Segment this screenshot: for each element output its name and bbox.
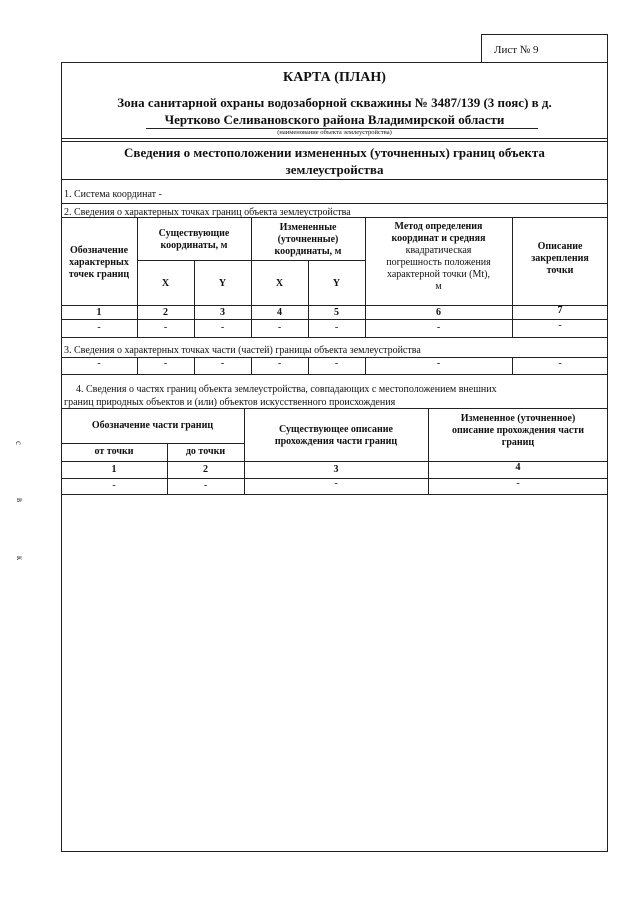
existing-description-header: Существующее описание прохождения части границ [274, 424, 398, 447]
table-cell: - [163, 322, 168, 333]
object-caption: (наименование объекта землеустройства) [277, 129, 392, 136]
margin-mark: c [14, 441, 24, 445]
parts-heading: 3. Сведения о характерных точках части (частей) границы объекта землеустройства [64, 345, 421, 356]
document-title: КАРТА (ПЛАН) [283, 70, 386, 85]
col-number: 3 [333, 464, 339, 475]
table-cell: - [112, 480, 116, 491]
object-title-line2: Чертково Селивановского района Владимирской области [164, 112, 505, 127]
changed-x-header: X [275, 278, 284, 289]
table-cell: - [97, 358, 101, 369]
col-method-header: Метод определения координат и средняя квадратическая погрешность положения характерной точки (Mt), м [386, 221, 491, 292]
col-number: 1 [111, 464, 117, 475]
col-number: 2 [163, 307, 168, 318]
table-cell: - [558, 358, 562, 369]
existing-x-header: X [161, 278, 170, 289]
table-cell: - [334, 358, 339, 369]
col-designation-header: Обозначение характерных точек границ [68, 245, 130, 280]
col-number: 5 [334, 307, 339, 318]
col-description-header: Описание закрепления точки [531, 241, 589, 276]
col-number: 4 [515, 462, 521, 473]
table-cell: - [436, 322, 441, 333]
col-number: 6 [436, 307, 441, 318]
table-cell: - [277, 358, 282, 369]
table-cell: - [163, 358, 168, 369]
col-number: 7 [557, 305, 563, 316]
sheet-number-label: Лист № 9 [481, 34, 608, 62]
points-heading: 2. Сведения о характерных точках границ объекта землеустройства [64, 207, 351, 218]
table-cell: - [558, 320, 562, 331]
col-number: 1 [96, 307, 102, 318]
points-table [61, 217, 608, 340]
changed-description-header: Измененное (уточненное) описание прохождения части границ [452, 413, 584, 448]
part-designation-header: Обозначение части границ [91, 420, 214, 431]
from-point-header: от точки [94, 446, 134, 457]
section-title-line1: Сведения о местоположении измененных (уточненных) границ объекта [124, 145, 545, 160]
table-cell: - [97, 322, 101, 333]
margin-mark: в [15, 497, 26, 503]
table-cell: - [334, 478, 338, 489]
col-changed-coords-header: Измененные (уточненные) координаты, м [274, 222, 342, 257]
col-number: 2 [203, 464, 208, 475]
col-number: 3 [220, 307, 225, 318]
margin-mark: к [15, 555, 26, 561]
table-cell: - [220, 322, 225, 333]
natural-heading-line1: 4. Сведения о частях границ объекта землеустройства, совпадающих с местоположением внешних [76, 384, 497, 395]
col-number: 4 [277, 307, 282, 318]
natural-heading-line2: границ природных объектов и (или) объектов искусственного происхождения [64, 397, 396, 408]
table-cell: - [334, 322, 339, 333]
to-point-header: до точки [185, 446, 226, 457]
object-title-line1: Зона санитарной охраны водозаборной скважины № 3487/139 (3 пояс) в д. [117, 95, 552, 110]
table-cell: - [516, 478, 520, 489]
col-existing-coords-header: Существующие координаты, м [158, 228, 230, 251]
changed-y-header: Y [332, 278, 341, 289]
natural-objects-table [61, 408, 608, 498]
coordinate-system: 1. Система координат - [64, 189, 162, 200]
table-cell: - [436, 358, 441, 369]
section-title-line2: землеустройства [285, 162, 384, 177]
existing-y-header: Y [218, 278, 227, 289]
table-cell: - [220, 358, 225, 369]
table-cell: - [277, 322, 282, 333]
parts-table [61, 357, 608, 377]
table-cell: - [203, 480, 208, 491]
